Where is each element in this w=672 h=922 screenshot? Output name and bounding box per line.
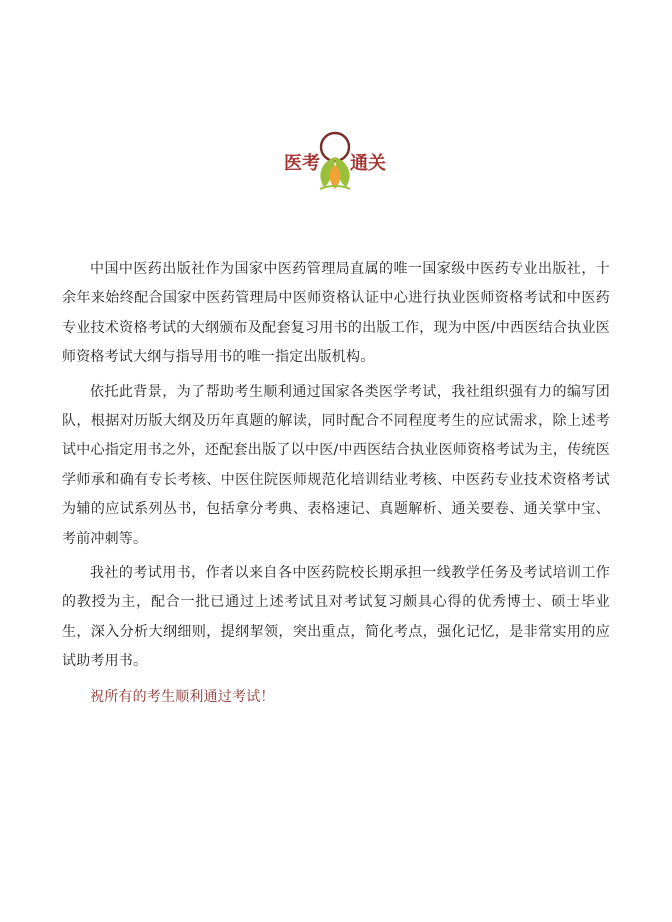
paragraph-1: 中国中医药出版社作为国家中医药管理局直属的唯一国家级中医药专业出版社，十余年来始终配合国家中医药管理局中医师资格认证中心进行执业医师资格考试和中医药专业技术资格考试的大纲颁布及配套复习用书的出版工作，现为中医/中西医结合执业医师资格考试大纲与指导用书的唯一指定出版机构。	[62, 261, 610, 366]
closing-wish: 祝所有的考生顺利通过考试！	[90, 688, 275, 705]
logo-text-left: 医考	[284, 153, 320, 174]
paragraph-2: 依托此背景，为了帮助考生顺利通过国家各类医学考试，我社组织强有力的编写团队，根据对历版大纲及历年真题的解读，同时配合不同程度考生的应试需求，除上述考试中心指定用书之外，还配套出版了以中医/中西医结合执业医师资格考试为主，传统医学师承和确有专长考核、中医住院医师规范化培训结业考核、中医药专业技术资格考试为辅的应试系列丛书，包括拿分考典、表格速记、真题解析、通关要卷、通关掌中宝、考前冲刺等。	[62, 383, 610, 547]
logo-ring	[321, 133, 349, 161]
intro-text	[62, 255, 610, 712]
logo	[270, 131, 400, 193]
logo-text-right: 通关	[350, 153, 386, 174]
logo-graphic	[270, 131, 400, 193]
paragraph-3: 我社的考试用书，作者以来自各中医药院校长期承担一线教学任务及考试培训工作的教授为主，配合一批已通过上述考试且对考试复习颇具心得的优秀博士、硕士毕业生，深入分析大纲细则，提纲挈领，突出重点，简化考点，强化记忆，是非常实用的应试助考用书。	[62, 565, 610, 670]
